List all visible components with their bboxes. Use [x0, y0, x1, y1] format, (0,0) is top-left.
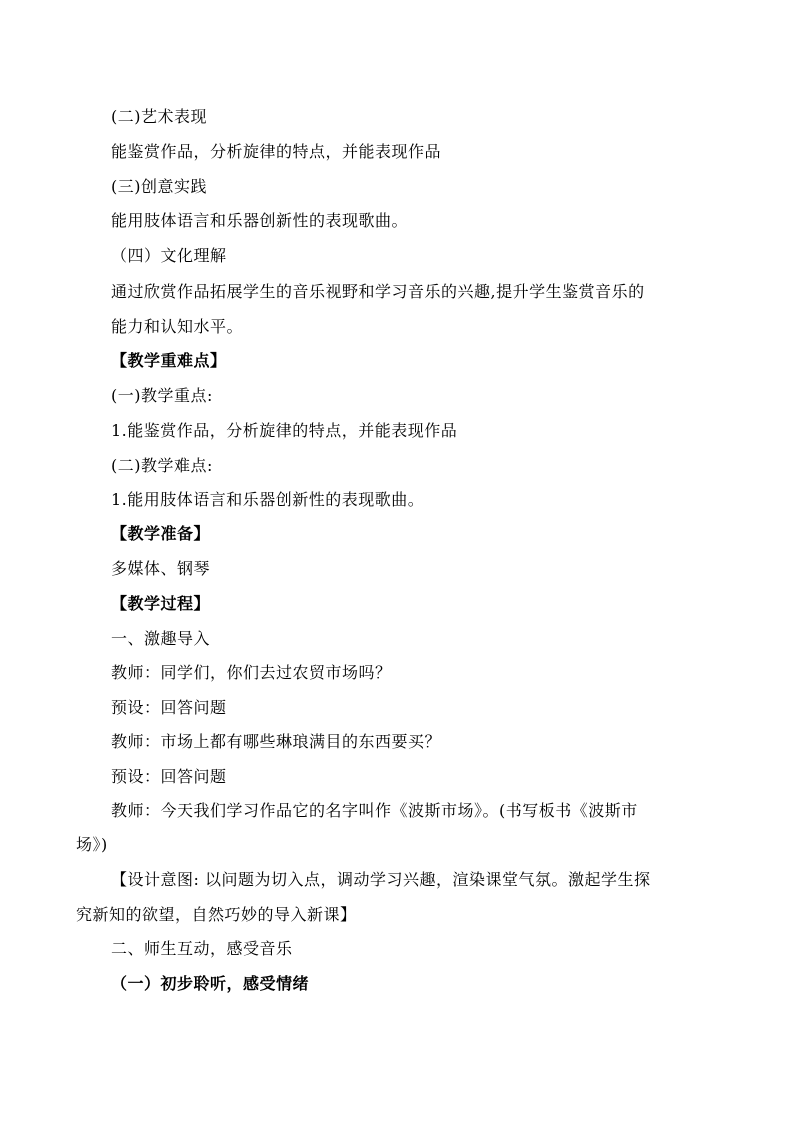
list-item: 1.能鉴赏作品，分析旋律的特点，并能表现作品	[111, 421, 458, 440]
dialogue-line: 预设：回答问题	[111, 698, 227, 717]
design-intent-note: 【设计意图: 以问题为切入点，调动学习兴趣，渲染课堂气氛。激起学生探	[111, 870, 651, 889]
heading-art-expression: (二)艺术表现	[111, 107, 207, 126]
paragraph-text: 多媒体、钢琴	[111, 559, 211, 578]
paragraph-text: 能用肢体语言和乐器创新性的表现歌曲。	[111, 211, 409, 230]
paragraph-text: 能鉴赏作品，分析旋律的特点，并能表现作品	[111, 142, 442, 161]
section-heading-preparation: 【教学准备】	[111, 524, 211, 543]
list-item: 1.能用肢体语言和乐器创新性的表现歌曲。	[111, 490, 425, 509]
paragraph-text: 通过欣赏作品拓展学生的音乐视野和学习音乐的兴趣,提升学生鉴赏音乐的	[111, 282, 645, 301]
dialogue-line: 预设：回答问题	[111, 767, 227, 786]
design-intent-note-continued: 究新知的欲望，自然巧妙的导入新课】	[76, 905, 357, 924]
dialogue-line: 教师：今天我们学习作品它的名字叫作《波斯市场》。(书写板书《波斯市	[111, 801, 638, 820]
subheading-teaching-difficulty: (二)教学难点:	[111, 456, 213, 475]
subheading-first-listening: （一）初步聆听，感受情绪	[111, 974, 310, 993]
dialogue-line: 教师：市场上都有哪些琳琅满目的东西要买？	[111, 732, 442, 751]
paragraph-text: 能力和认知水平。	[111, 317, 244, 336]
heading-creative-practice: (三)创意实践	[111, 177, 207, 196]
subheading-intro: 一、激趣导入	[111, 629, 211, 648]
dialogue-line-continued: 场》)	[76, 835, 108, 854]
section-heading-process: 【教学过程】	[111, 594, 211, 613]
dialogue-line: 教师：同学们，你们去过农贸市场吗？	[111, 663, 392, 682]
section-heading-key-points: 【教学重难点】	[111, 351, 227, 370]
subheading-teaching-focus: (一)教学重点:	[111, 386, 213, 405]
subheading-interaction: 二、师生互动，感受音乐	[111, 939, 293, 958]
heading-cultural-understanding: （四）文化理解	[111, 246, 227, 265]
